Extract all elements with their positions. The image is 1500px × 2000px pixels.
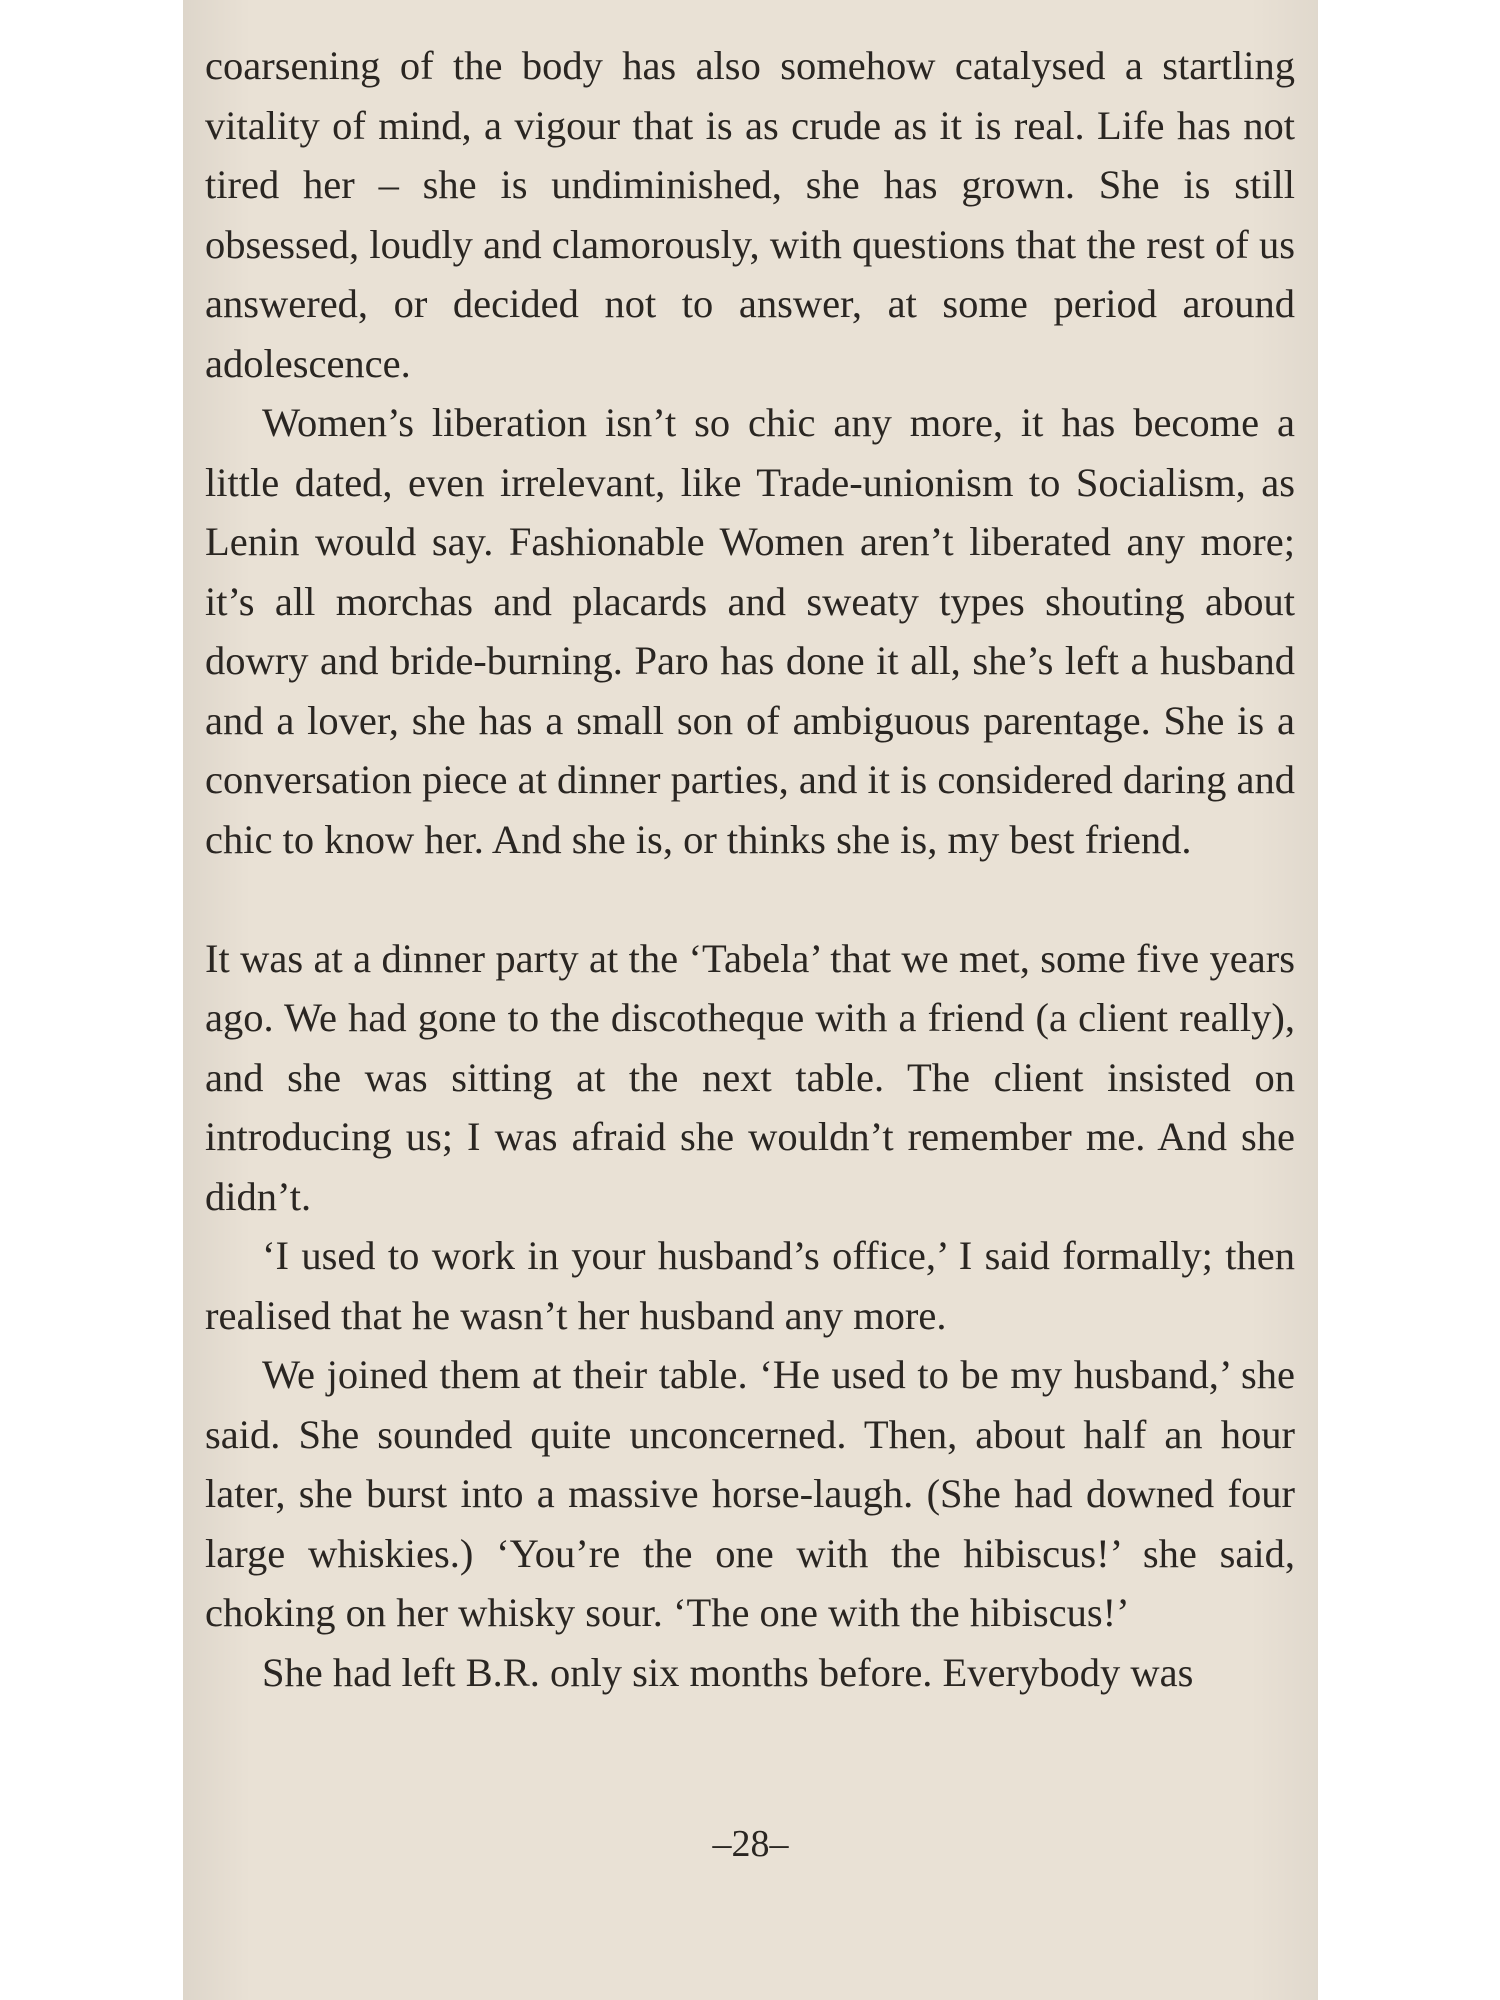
paragraph-6: She had left B.R. only six months before. Everybody was — [262, 1649, 1194, 1695]
book-page — [183, 0, 1318, 2000]
paragraph-1: coarsening of the body has also somehow catalysed a startling vitality of mind, a vigour that is as crude as it is real. Life has not tired her – she is undiminished, she has grown. She is still obsessed, loudly and clamorously, with questions that the rest of us answered, or decided not to answer, at some period around adolescence. — [205, 43, 1295, 386]
paragraph-5: We joined them at their table. ‘He used to be my husband,’ she said. She sounded quite unconcerned. Then, about half an hour later, she burst into a massive horse-laugh. (She had downed four large whiskies.) ‘You’re the one with the hibiscus!’ she said, choking on her whisky sour. ‘The one with the hibiscus!’ — [205, 1352, 1295, 1635]
section-break — [205, 869, 1295, 929]
paragraph-3: It was at a dinner party at the ‘Tabela’ that we met, some five years ago. We had gone to the discotheque with a friend (a client really), and she was sitting at the next table. The client insisted on introducing us; I was afraid she wouldn’t remember me. And she didn’t. — [205, 935, 1295, 1219]
body-text — [205, 36, 1295, 1702]
page-number: –28– — [712, 1823, 789, 1865]
paragraph-4: ‘I used to work in your husband’s office,’ I said formally; then realised that he wasn’t her husband any more. — [205, 1233, 1295, 1338]
paragraph-2: Women’s liberation isn’t so chic any more, it has become a little dated, even irrelevant, like Trade-unionism to Socialism, as Lenin would say. Fashionable Women aren’t liberated any more; it’s all morchas and placards and sweaty types shouting about dowry and bride-burning. Paro has done it all, she’s left a husband and a lover, she has a small son of ambiguous parentage. She is a conversation piece at dinner parties, and it is considered daring and chic to know her. And she is, or thinks she is, my best friend. — [205, 400, 1295, 862]
